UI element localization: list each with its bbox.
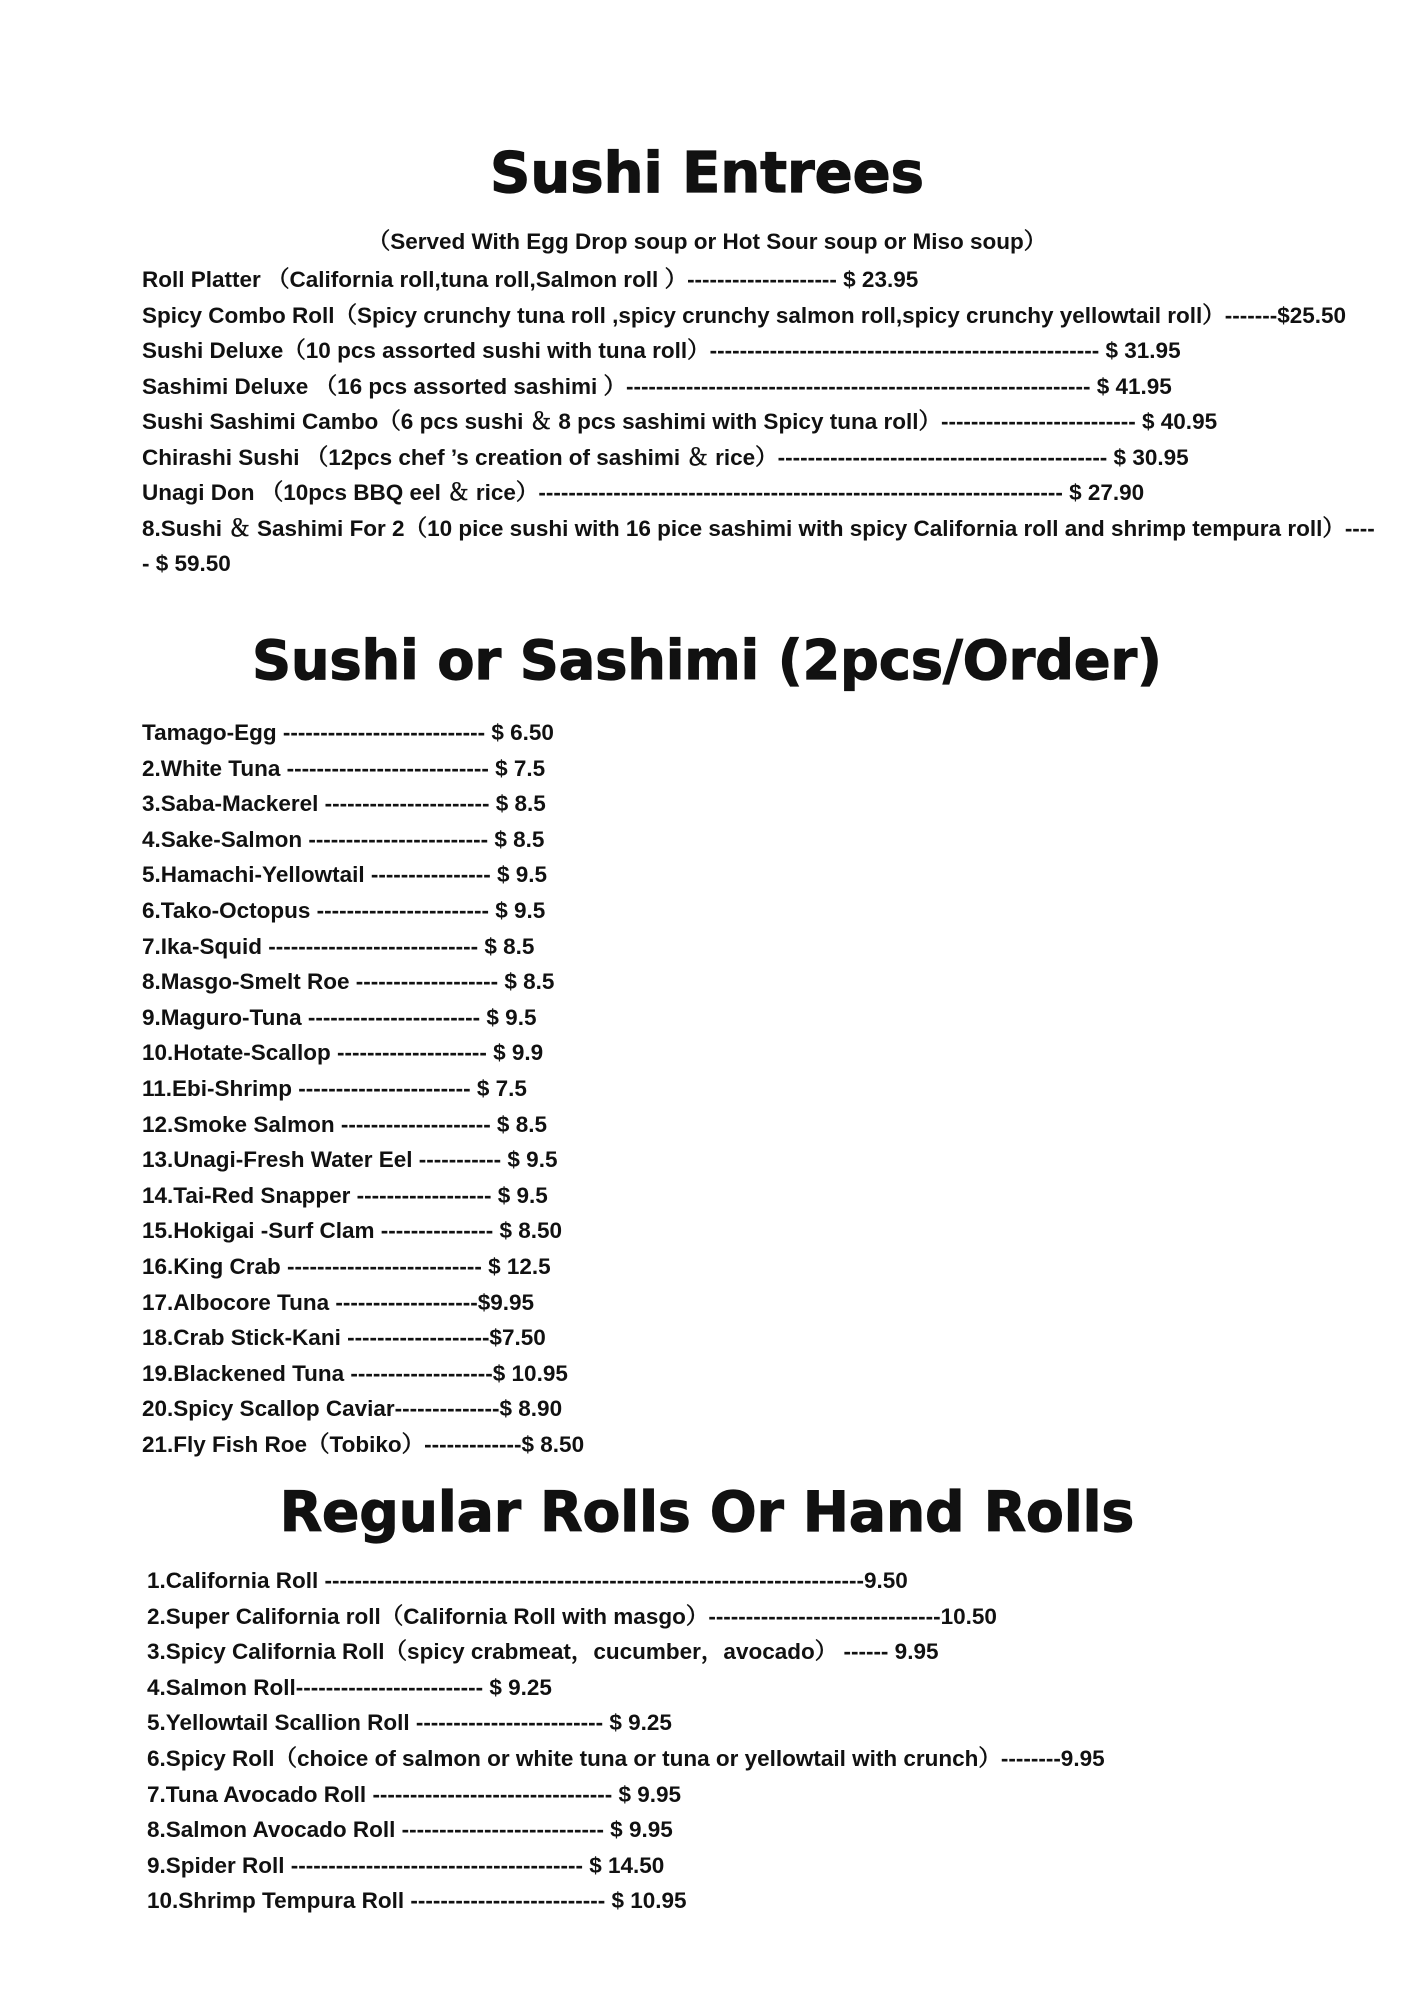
- menu-item: 7.Ika-Squid ---------------------------- $ 8.5: [142, 933, 535, 959]
- menu-item: Unagi Don （10pcs BBQ eel ＆ rice）---------------------------------------------------------------------- $ 27.90: [142, 480, 1145, 505]
- menu-item: 5.Yellowtail Scallion Roll ------------------------- $ 9.25: [147, 1710, 672, 1736]
- menu-item: 3.Saba-Mackerel ---------------------- $ 8.5: [142, 791, 546, 817]
- menu-item: 10.Hotate-Scallop -------------------- $ 9.9: [142, 1040, 544, 1066]
- menu-item: 4.Salmon Roll------------------------- $ 9.25: [147, 1674, 552, 1700]
- menu-item: 13.Unagi-Fresh Water Eel ----------- $ 9.5: [142, 1147, 558, 1173]
- menu-item: 17.Albocore Tuna -------------------$9.95: [142, 1289, 535, 1315]
- menu-item: 12.Smoke Salmon -------------------- $ 8.5: [142, 1111, 547, 1137]
- menu-item: Roll Platter （California roll,tuna roll,Salmon roll ）-------------------- $ 23.95: [142, 267, 919, 292]
- menu-item: Sushi Deluxe（10 pcs assorted sushi with tuna roll）---------------------------------------------------- $ 31.95: [142, 338, 1181, 363]
- menu-item: 8.Salmon Avocado Roll --------------------------- $ 9.95: [147, 1817, 673, 1843]
- menu-item: 8.Sushi ＆ Sashimi For 2（10 pice sushi with 16 pice sashimi with spicy California roll and shrimp tempura roll）----- $ 59.50: [142, 515, 1375, 576]
- menu-item: 1.California Roll ------------------------------------------------------------------------9.50: [147, 1568, 908, 1593]
- menu-item: 10.Shrimp Tempura Roll -------------------------- $ 10.95: [147, 1888, 687, 1914]
- menu-item: 7.Tuna Avocado Roll -------------------------------- $ 9.95: [147, 1781, 682, 1807]
- menu-item: 6.Spicy Roll（choice of salmon or white tuna or tuna or yellowtail with crunch）--------9.95: [147, 1745, 1105, 1771]
- menu-item: 16.King Crab -------------------------- $ 12.5: [142, 1253, 551, 1279]
- sushi-sashimi-list: [142, 715, 584, 1462]
- menu-item: Sushi Sashimi Cambo（6 pcs sushi ＆ 8 pcs sashimi with Spicy tuna roll）-------------------------- $ 40.95: [142, 409, 1218, 434]
- menu-item: 9.Maguro-Tuna ----------------------- $ 9.5: [142, 1004, 537, 1030]
- menu-item: 11.Ebi-Shrimp ----------------------- $ 7.5: [142, 1075, 527, 1101]
- menu-item: 19.Blackened Tuna -------------------$ 10.95: [142, 1360, 568, 1386]
- menu-item: 2.Super California roll（California Roll with masgo）-------------------------------10.50: [147, 1603, 997, 1629]
- menu-item: 8.Masgo-Smelt Roe ------------------- $ 8.5: [142, 969, 555, 995]
- menu-item: 18.Crab Stick-Kani -------------------$7.50: [142, 1325, 546, 1351]
- menu-item: 3.Spicy California Roll（spicy crabmeat，cucumber，avocado） ------ 9.95: [147, 1639, 939, 1665]
- menu-item: 4.Sake-Salmon ------------------------ $ 8.5: [142, 826, 545, 852]
- menu-item: Spicy Combo Roll（Spicy crunchy tuna roll ,spicy crunchy salmon roll,spicy crunchy yellowtail roll）-------$25.50: [142, 302, 1347, 328]
- menu-item: Chirashi Sushi （12pcs chef ’s creation of sashimi ＆ rice）-------------------------------------------- $ 30.95: [142, 444, 1189, 470]
- sushi-entrees-list: [142, 262, 1382, 582]
- menu-item: 9.Spider Roll --------------------------------------- $ 14.50: [147, 1852, 665, 1878]
- menu-item: 20.Spicy Scallop Caviar--------------$ 8.90: [142, 1396, 563, 1422]
- menu-item: 5.Hamachi-Yellowtail ---------------- $ 9.5: [142, 862, 548, 888]
- section-title-sushi-or-sashimi: Sushi or Sashimi (2pcs/Order): [252, 629, 1162, 692]
- section-title-sushi-entrees: Sushi Entrees: [490, 141, 924, 206]
- menu-item: 2.White Tuna --------------------------- $ 7.5: [142, 755, 546, 781]
- section-title-regular-rolls: Regular Rolls Or Hand Rolls: [279, 1480, 1135, 1544]
- menu-item: 14.Tai-Red Snapper ------------------ $ 9.5: [142, 1182, 548, 1208]
- soup-note: （Served With Egg Drop soup or Hot Sour soup or Miso soup）: [367, 229, 1047, 254]
- menu-item: Sashimi Deluxe （16 pcs assorted sashimi ）-------------------------------------------------------------- $ 41.95: [142, 373, 1172, 399]
- menu-item: 21.Fly Fish Roe（Tobiko）-------------$ 8.50: [142, 1431, 585, 1457]
- menu-item: 15.Hokigai -Surf Clam --------------- $ 8.50: [142, 1218, 563, 1244]
- menu-item: Tamago-Egg --------------------------- $ 6.50: [142, 720, 554, 745]
- regular-rolls-list: [147, 1563, 1105, 1919]
- menu-item: 6.Tako-Octopus ----------------------- $ 9.5: [142, 897, 546, 923]
